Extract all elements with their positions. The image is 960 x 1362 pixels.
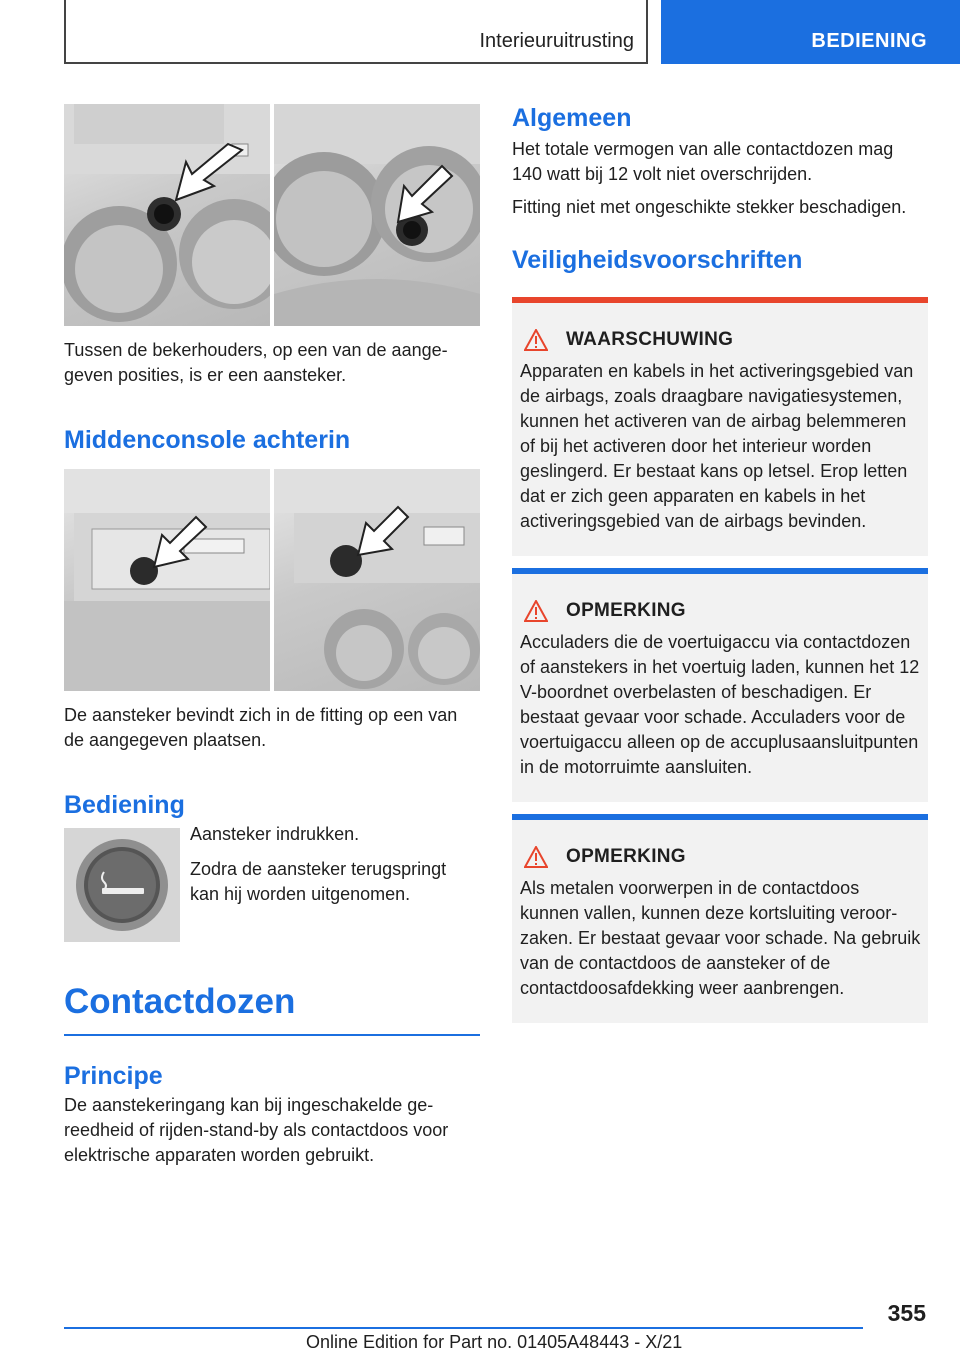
principle-text: De aanstekeringang kan bij ingeschakelde gereedheid of rijden-stand-by als contactdoos voor elektrische apparaten worden gebruikt. <box>64 1095 449 1165</box>
arrow-pointer-icon <box>274 104 480 326</box>
rear-console-photo-right <box>274 469 480 691</box>
rear-console-photo-left <box>64 469 270 691</box>
footer-rule <box>64 1327 863 1329</box>
cupholder-photo-right <box>274 104 480 326</box>
warning-triangle-icon <box>524 600 548 622</box>
note-text-chargers: Acculaders die de voertuigaccu via contactdozen of aanstekers in het voertuig laden, kunnen het 12 V-boordnet overbelasten of beschadigen. Er bestaat gevaar voor schade. Acculaders voor de voertuigaccu alleen op de accuplusaansluitpunten in de motorruimte aansluiten. <box>520 632 920 777</box>
cigarette-lighter-icon <box>64 828 180 942</box>
chapter-tab-label: Interieuruitrusting <box>479 30 634 52</box>
note-title-chargers: OPMERKING <box>566 600 686 621</box>
general-socket-damage: Fitting niet met ongeschikte stekker beschadigen. <box>512 197 907 217</box>
warning-title: WAARSCHUWING <box>566 329 734 350</box>
note-text-metal-objects: Als metalen voorwerpen in de contactdoos kunnen vallen, kunnen deze kortsluiting veroorzaken. Er bestaat gevaar voor schade. Na gebruik van de contactdoos de aansteker of de contactdoosafdekking weer aanbrengen. <box>520 878 921 998</box>
operation-block <box>64 824 480 942</box>
operation-step-remove: Zodra de aansteker terugspringt kan hij worden uitgenomen. <box>190 859 447 904</box>
note-box-metal-objects <box>512 814 928 1023</box>
heading-operation: Bediening <box>64 791 185 819</box>
operation-step-press: Aansteker indrukken. <box>190 824 360 844</box>
arrow-pointer-icon <box>274 469 480 691</box>
warning-triangle-icon <box>524 329 548 351</box>
caption-rear-lighter: De aansteker bevindt zich in de fitting op een van de aangegeven plaatsen. <box>64 705 458 750</box>
warning-box-airbag <box>512 297 928 556</box>
note-title-metal-objects: OPMERKING <box>566 846 686 867</box>
cupholder-photos-front <box>64 104 480 326</box>
warning-text: Apparaten en kabels in het activeringsgebied van de airbags, zoals draagbare navigatiesystemen, kunnen het activeren van de airbag belemmeren of bij het activeren door het interieur worden geslingerd. Er bestaat kans op letsel. Erop letten dat er zich geen apparaten en kabels in het activeringsgebied van de airbags bevinden. <box>520 361 914 531</box>
right-column <box>512 104 928 1023</box>
page-number: 355 <box>887 1300 926 1326</box>
chapter-rule <box>64 1034 480 1036</box>
cupholder-photo-left <box>64 104 270 326</box>
section-tab[interactable] <box>661 0 960 64</box>
general-power-limit: Het totale vermogen van alle contactdozen mag 140 watt bij 12 volt niet overschrijden. <box>512 139 894 184</box>
note-box-chargers <box>512 568 928 802</box>
heading-principle: Principe <box>64 1062 163 1090</box>
arrow-pointer-icon <box>64 104 270 326</box>
edition-text: Online Edition for Part no. 01405A48443 - X/21 <box>306 1332 683 1352</box>
caption-front-lighter: Tussen de bekerhouders, op een van de aangegeven posities, is er een aansteker. <box>64 340 448 385</box>
section-tab-label: BEDIENING <box>811 30 927 52</box>
rear-console-photos <box>64 469 480 691</box>
chapter-title-sockets: Contactdozen <box>64 982 296 1021</box>
chapter-tab[interactable] <box>64 0 648 64</box>
heading-general: Algemeen <box>512 104 632 132</box>
arrow-pointer-icon <box>64 469 270 691</box>
heading-safety: Veiligheidsvoorschriften <box>512 246 803 274</box>
left-column <box>64 104 480 1168</box>
heading-rear-console: Middenconsole achterin <box>64 426 351 454</box>
warning-triangle-icon <box>524 846 548 868</box>
